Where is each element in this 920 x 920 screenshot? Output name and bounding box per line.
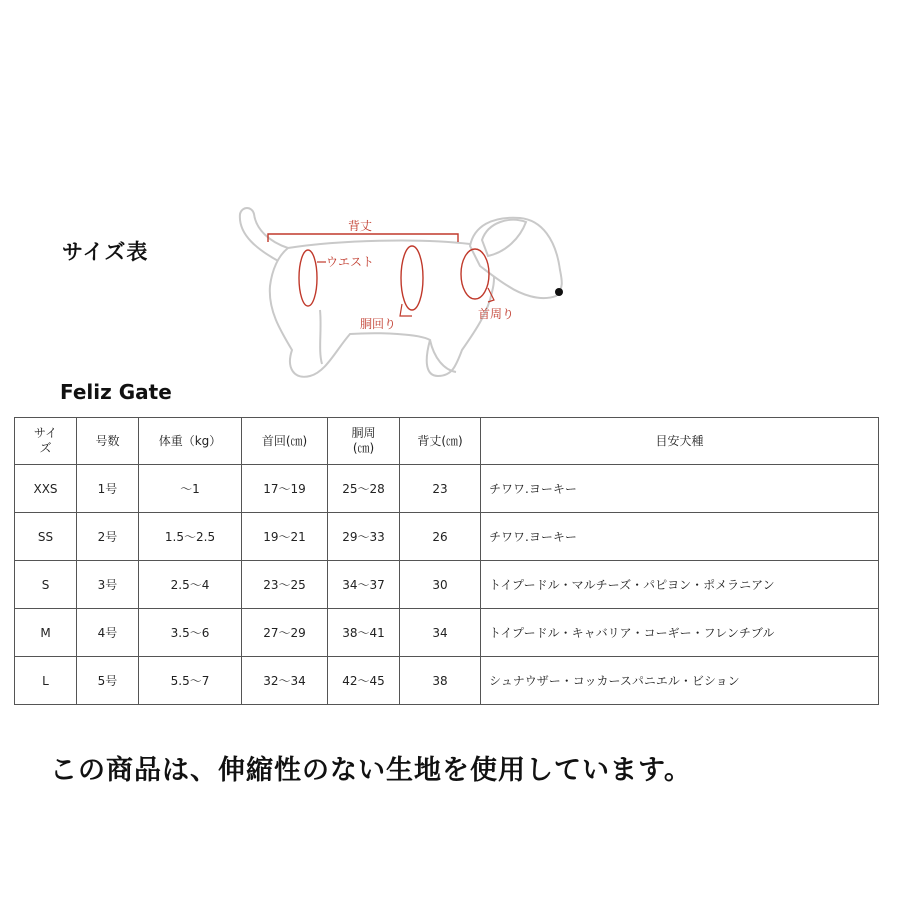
cell-chest: 38～41 xyxy=(328,609,400,657)
cell-neck: 32～34 xyxy=(242,657,328,705)
cell-number: 5号 xyxy=(77,657,139,705)
cell-size: XXS xyxy=(15,465,77,513)
cell-back: 26 xyxy=(400,513,481,561)
cell-neck: 17～19 xyxy=(242,465,328,513)
header-size: サイ ズ xyxy=(15,418,77,465)
dog-tail xyxy=(240,208,288,262)
cell-back: 23 xyxy=(400,465,481,513)
size-table xyxy=(14,417,879,705)
cell-neck: 27～29 xyxy=(242,609,328,657)
cell-breed: トイプードル・マルチーズ・パピヨン・ポメラニアン xyxy=(481,561,879,609)
table-row xyxy=(15,465,879,513)
header-chest: 胴周 (㎝) xyxy=(328,418,400,465)
cell-breed: シュナウザー・コッカースパニエル・ビション xyxy=(481,657,879,705)
header-number: 号数 xyxy=(77,418,139,465)
header-breed: 目安犬種 xyxy=(481,418,879,465)
cell-weight: 2.5～4 xyxy=(139,561,242,609)
cell-size: M xyxy=(15,609,77,657)
cell-breed: チワワ.ヨーキー xyxy=(481,513,879,561)
cell-size: L xyxy=(15,657,77,705)
header-neck: 首回(㎝) xyxy=(242,418,328,465)
dog-measurement-diagram xyxy=(230,200,590,390)
brand-name: Feliz Gate xyxy=(60,380,172,404)
cell-breed: トイプードル・キャバリア・コーギー・フレンチブル xyxy=(481,609,879,657)
table-row xyxy=(15,513,879,561)
cell-size: S xyxy=(15,561,77,609)
waist-label: ウエスト xyxy=(326,255,375,269)
cell-number: 3号 xyxy=(77,561,139,609)
fabric-notice: この商品は、伸縮性のない生地を使用しています。 xyxy=(50,755,692,786)
table-row xyxy=(15,561,879,609)
dog-body xyxy=(270,241,494,377)
cell-back: 30 xyxy=(400,561,481,609)
cell-number: 1号 xyxy=(77,465,139,513)
cell-back: 34 xyxy=(400,609,481,657)
cell-back: 38 xyxy=(400,657,481,705)
cell-chest: 25～28 xyxy=(328,465,400,513)
cell-neck: 23～25 xyxy=(242,561,328,609)
chest-label: 胴回り xyxy=(360,317,397,331)
neck-label: 首周り xyxy=(478,307,515,321)
cell-size: SS xyxy=(15,513,77,561)
cell-chest: 29～33 xyxy=(328,513,400,561)
table-header-row xyxy=(15,418,879,465)
cell-chest: 42～45 xyxy=(328,657,400,705)
cell-neck: 19～21 xyxy=(242,513,328,561)
cell-weight: ～1 xyxy=(139,465,242,513)
back-length-label: 背丈 xyxy=(348,219,373,233)
header-back: 背丈(㎝) xyxy=(400,418,481,465)
cell-breed: チワワ.ヨーキー xyxy=(481,465,879,513)
table-row xyxy=(15,609,879,657)
table-row xyxy=(15,657,879,705)
cell-chest: 34～37 xyxy=(328,561,400,609)
cell-weight: 1.5～2.5 xyxy=(139,513,242,561)
cell-number: 2号 xyxy=(77,513,139,561)
cell-number: 4号 xyxy=(77,609,139,657)
dog-nose xyxy=(555,288,563,296)
cell-weight: 3.5～6 xyxy=(139,609,242,657)
cell-weight: 5.5～7 xyxy=(139,657,242,705)
size-chart-title: サイズ表 xyxy=(62,240,149,264)
header-weight: 体重（kg） xyxy=(139,418,242,465)
